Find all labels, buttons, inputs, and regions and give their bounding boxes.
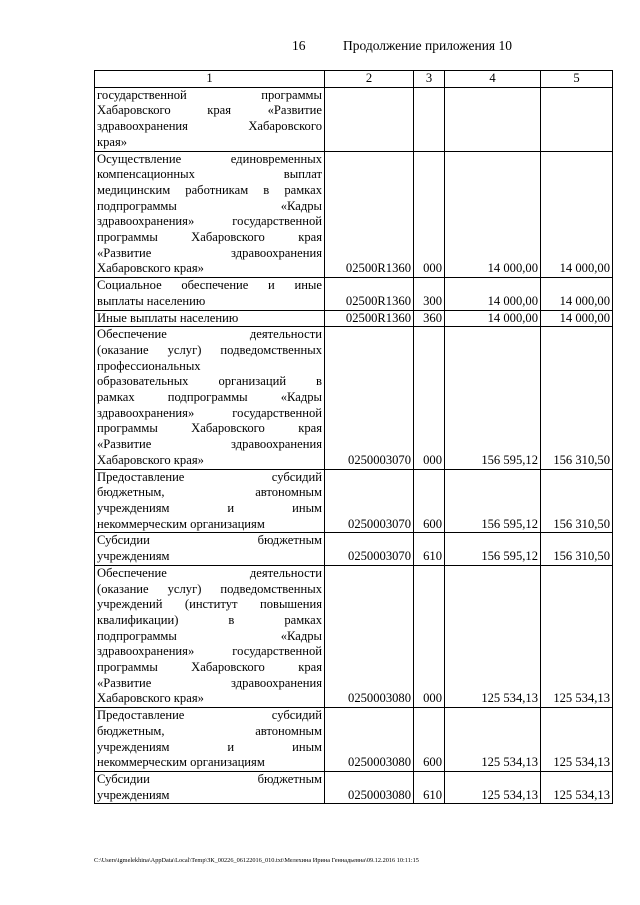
expense-type: 000 [414,327,445,469]
page-header [0,38,640,56]
target-code: 0250003070 [325,533,414,565]
table-row [95,565,613,707]
description-line: учреждениям [97,787,170,802]
description-line: «Развитие здравоохранения [97,437,322,452]
row-description [95,151,325,278]
description-line: компенсационных выплат [97,167,322,182]
target-code: 0250003070 [325,469,414,533]
description-line: учреждениям и иным [97,500,322,515]
expense-type: 600 [414,469,445,533]
target-code: 0250003080 [325,771,414,803]
target-code: 02500R1360 [325,278,414,310]
row-description [95,87,325,151]
description-line: медицинским работникам в рамках [97,182,322,197]
description-line: Хабаровского края» [97,691,204,706]
expense-type: 000 [414,565,445,707]
amount-year-2: 156 310,50 [541,327,613,469]
description-line: Субсидии бюджетным [97,771,322,786]
description-line: квалификации) в рамках [97,612,322,627]
target-code: 0250003080 [325,708,414,772]
amount-year-2: 125 534,13 [541,708,613,772]
description-line: образовательных организаций в [97,374,322,389]
description-line: здравоохранения» государственной [97,644,322,659]
description-line: Осуществление единовременных [97,151,322,166]
description-line: края» [97,134,128,149]
amount-year-2: 14 000,00 [541,278,613,310]
description-line: учреждениям и иным [97,739,322,754]
description-line: учреждений (институт повышения [97,597,322,612]
amount-year-2: 125 534,13 [541,771,613,803]
description-line: Предоставление субсидий [97,708,322,723]
budget-table [94,70,613,804]
target-code: 0250003070 [325,327,414,469]
expense-type: 360 [414,310,445,327]
table-row [95,533,613,565]
table-row [95,327,613,469]
row-description [95,278,325,310]
amount-year-1: 156 595,12 [445,469,541,533]
amount-year-1: 156 595,12 [445,533,541,565]
description-line: «Развитие здравоохранения [97,245,322,260]
column-number-row [95,71,613,88]
description-line: Хабаровского края» [97,261,204,276]
table-row [95,310,613,327]
description-line: здравоохранения Хабаровского [97,119,322,134]
amount-year-1: 14 000,00 [445,151,541,278]
description-line: Субсидии бюджетным [97,533,322,548]
description-line: бюджетным, автономным [97,485,322,500]
description-line: выплаты населению [97,293,206,308]
target-code: 0250003080 [325,565,414,707]
description-line: подпрограммы «Кадры [97,198,322,213]
description-line: бюджетным, автономным [97,723,322,738]
row-description [95,469,325,533]
amount-year-1: 125 534,13 [445,771,541,803]
amount-year-1: 14 000,00 [445,310,541,327]
description-line: программы Хабаровского края [97,230,322,245]
column-header-1: 1 [95,71,325,88]
description-line: государственной программы [97,87,322,102]
description-line: программы Хабаровского края [97,421,322,436]
amount-year-2: 14 000,00 [541,151,613,278]
row-description [95,327,325,469]
column-header-2: 2 [325,71,414,88]
page-number: 16 [292,38,306,53]
description-line: профессиональных [97,358,201,373]
expense-type [414,87,445,151]
description-line: подпрограммы «Кадры [97,628,322,643]
description-line: Обеспечение деятельности [97,327,322,342]
column-header-3: 3 [414,71,445,88]
row-description [95,533,325,565]
amount-year-2: 156 310,50 [541,533,613,565]
amount-year-1: 14 000,00 [445,278,541,310]
table-row [95,278,613,310]
expense-type: 610 [414,771,445,803]
description-line: рамках подпрограммы «Кадры [97,390,322,405]
column-header-5: 5 [541,71,613,88]
description-line: Хабаровского края «Развитие [97,103,322,118]
description-line: программы Хабаровского края [97,660,322,675]
amount-year-2 [541,87,613,151]
description-line: Хабаровского края» [97,452,204,467]
table-row [95,708,613,772]
amount-year-2: 125 534,13 [541,565,613,707]
description-line: Иные выплаты населению [97,310,239,325]
amount-year-2: 156 310,50 [541,469,613,533]
amount-year-1 [445,87,541,151]
description-line: Обеспечение деятельности [97,565,322,580]
description-line: здравоохранения» государственной [97,405,322,420]
description-line: Предоставление субсидий [97,469,322,484]
file-path-footer: C:\Users\igmelekhina\AppData\Local\Temp\ЗК_00226_06122016_010.txt\Мелехина Ирина Геннадьевна\09.12.2016 10:11:15 [94,857,419,864]
table-row [95,469,613,533]
expense-type: 610 [414,533,445,565]
description-line: некоммерческим организациям [97,516,265,531]
row-description [95,771,325,803]
table-row [95,87,613,151]
row-description [95,310,325,327]
row-description [95,708,325,772]
column-header-4: 4 [445,71,541,88]
expense-type: 000 [414,151,445,278]
description-line: «Развитие здравоохранения [97,675,322,690]
description-line: Социальное обеспечение и иные [97,278,322,293]
amount-year-1: 156 595,12 [445,327,541,469]
amount-year-2: 14 000,00 [541,310,613,327]
amount-year-1: 125 534,13 [445,565,541,707]
table-row [95,771,613,803]
target-code [325,87,414,151]
target-code: 02500R1360 [325,310,414,327]
amount-year-1: 125 534,13 [445,708,541,772]
table-row [95,151,613,278]
description-line: (оказание услуг) подведомственных [97,581,322,596]
expense-type: 300 [414,278,445,310]
appendix-title: Продолжение приложения 10 [343,38,513,53]
description-line: учреждениям [97,549,170,564]
row-description [95,565,325,707]
description-line: (оказание услуг) подведомственных [97,342,322,357]
expense-type: 600 [414,708,445,772]
target-code: 02500R1360 [325,151,414,278]
description-line: здравоохранения» государственной [97,214,322,229]
description-line: некоммерческим организациям [97,755,265,770]
